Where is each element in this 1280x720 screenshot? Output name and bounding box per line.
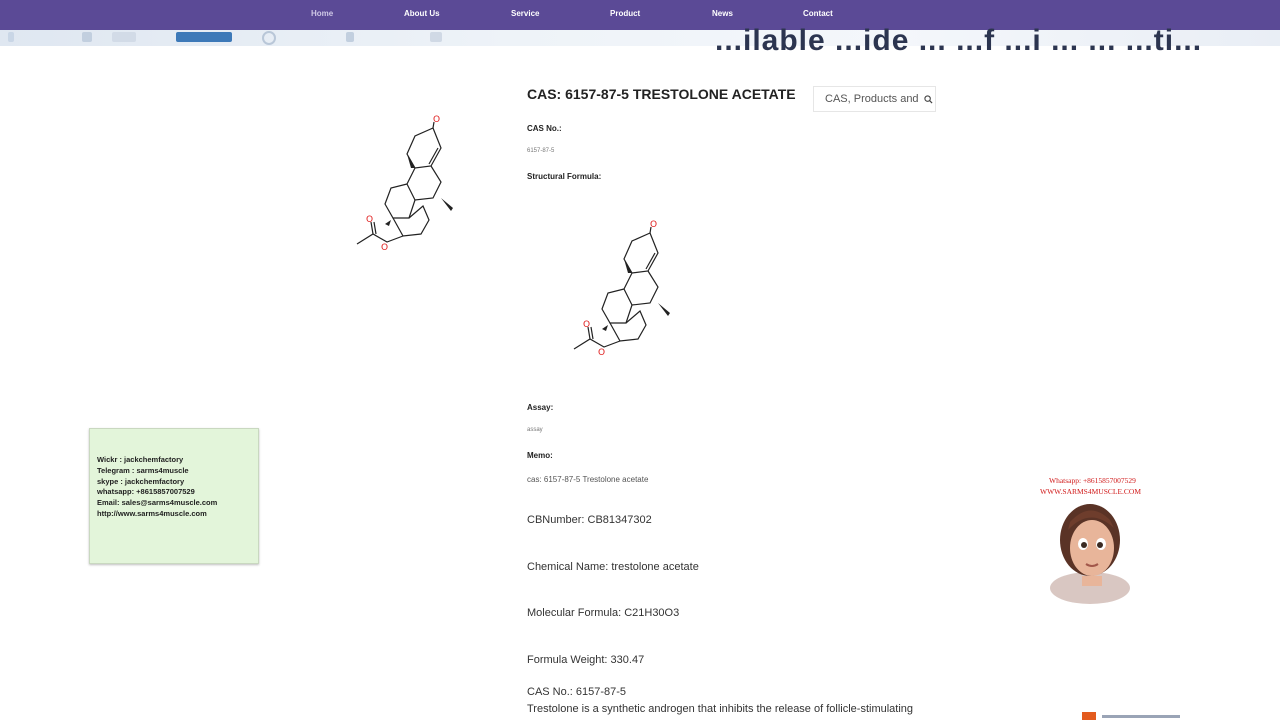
footer-badge bbox=[1082, 712, 1182, 720]
header-banner bbox=[0, 24, 1280, 57]
molecular-formula-text: Molecular Formula: C21H30O3 bbox=[527, 607, 680, 619]
search-input[interactable] bbox=[814, 87, 922, 111]
structural-formula-label: Structural Formula: bbox=[527, 172, 602, 181]
contact-skype: skype : jackchemfactory bbox=[97, 477, 185, 486]
chemical-name-text: Chemical Name: trestolone acetate bbox=[527, 561, 699, 573]
formula-weight-text: Formula Weight: 330.47 bbox=[527, 654, 645, 666]
nav-about-us[interactable]: About Us bbox=[404, 9, 440, 18]
footer-badge-line bbox=[1102, 715, 1180, 718]
description-text: Trestolone is a synthetic androgen that inhibits the release of follicle-stimulating bbox=[527, 703, 914, 715]
oxygen-label: O bbox=[433, 115, 441, 125]
banner-decoration bbox=[346, 32, 354, 42]
search-box bbox=[813, 86, 936, 112]
contact-website: http://www.sarms4muscle.com bbox=[97, 509, 207, 518]
structural-formula-image bbox=[562, 215, 682, 360]
watermark-whatsapp: Whatsapp: +8615857007529 bbox=[1049, 476, 1136, 485]
banner-decoration bbox=[430, 32, 442, 42]
contact-wickr: Wickr : jackchemfactory bbox=[97, 455, 184, 464]
banner-decoration bbox=[262, 31, 276, 45]
contact-whatsapp: whatsapp: +8615857007529 bbox=[97, 487, 195, 496]
watermark-website: WWW.SARMS4MUSCLE.COM bbox=[1040, 487, 1141, 496]
search-icon[interactable] bbox=[924, 95, 933, 104]
assay-label: Assay: bbox=[527, 403, 554, 412]
nav-home[interactable]: Home bbox=[311, 9, 334, 18]
nav-product[interactable]: Product bbox=[610, 9, 641, 18]
banner-headline: ...ilable ...ide ... ...f ...i ... ... ...ti... bbox=[715, 24, 1203, 57]
structure-image bbox=[345, 110, 465, 255]
nav-contact[interactable]: Contact bbox=[803, 9, 833, 18]
oxygen-label: O bbox=[583, 320, 591, 330]
page-title: CAS: 6157-87-5 TRESTOLONE ACETATE bbox=[527, 86, 796, 102]
cbnumber-text: CBNumber: CB81347302 bbox=[527, 514, 652, 526]
banner-decoration bbox=[176, 32, 232, 42]
contact-telegram: Telegram : sarms4muscle bbox=[97, 466, 189, 475]
cas-value: 6157-87-5 bbox=[527, 148, 555, 154]
contact-info-card bbox=[89, 428, 259, 564]
cas-label: CAS No.: bbox=[527, 124, 562, 133]
oxygen-label: O bbox=[598, 348, 606, 358]
banner-decoration bbox=[82, 32, 92, 42]
assay-value: assay bbox=[527, 427, 543, 433]
avatar bbox=[1044, 500, 1136, 592]
flame-icon bbox=[1082, 712, 1096, 720]
oxygen-label: O bbox=[366, 215, 374, 225]
oxygen-label: O bbox=[650, 220, 658, 230]
banner-decoration bbox=[8, 32, 14, 42]
memo-value: cas: 6157-87-5 Trestolone acetate bbox=[527, 475, 649, 484]
contact-email: Email: sales@sarms4muscle.com bbox=[97, 498, 218, 507]
nav-service[interactable]: Service bbox=[511, 9, 540, 18]
cas-number-text: CAS No.: 6157-87-5 bbox=[527, 686, 627, 698]
nav-news[interactable]: News bbox=[712, 9, 733, 18]
banner-decoration bbox=[112, 32, 136, 42]
memo-label: Memo: bbox=[527, 451, 553, 460]
oxygen-label: O bbox=[381, 243, 389, 253]
